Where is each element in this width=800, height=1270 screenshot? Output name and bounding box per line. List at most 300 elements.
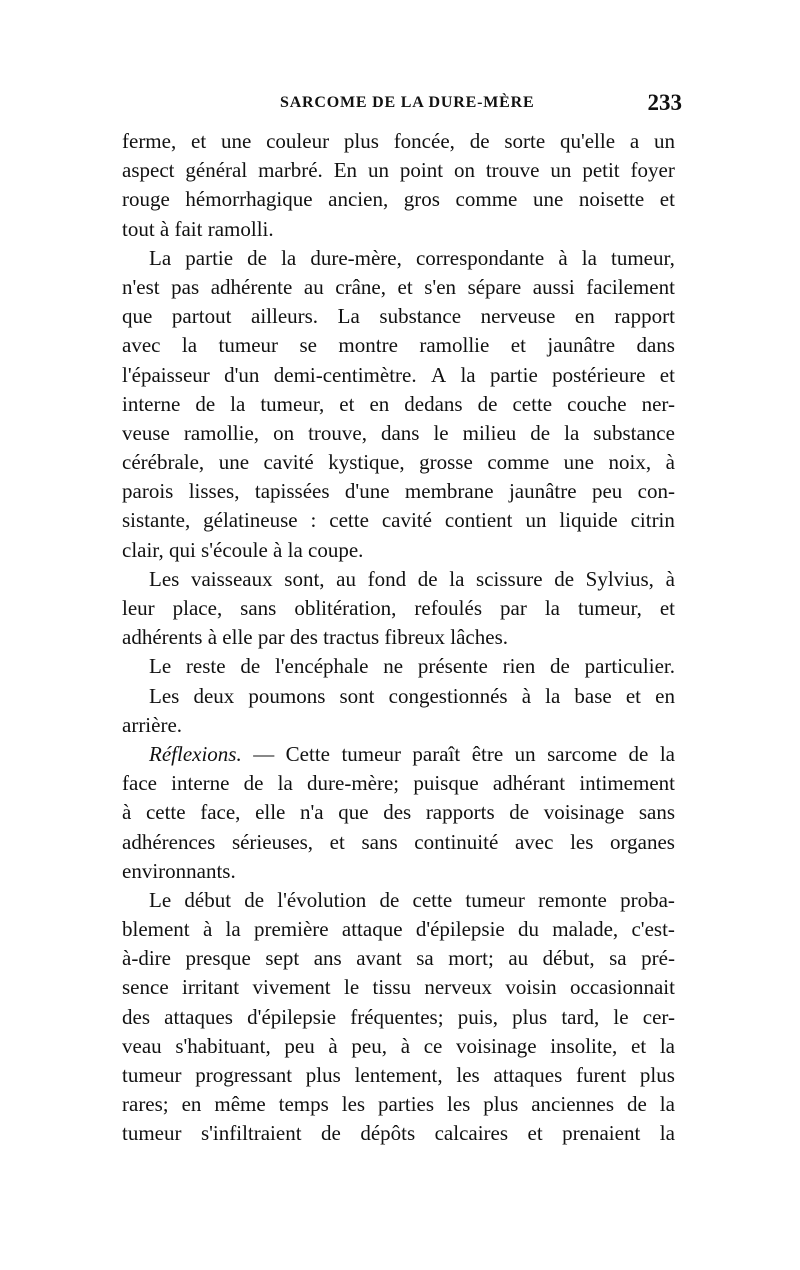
word: Cette bbox=[285, 741, 330, 766]
word: noix, bbox=[608, 450, 652, 475]
word: ailleurs. bbox=[251, 304, 319, 329]
text-line bbox=[122, 302, 675, 331]
word: attaque bbox=[341, 917, 403, 942]
word: avant bbox=[356, 946, 402, 971]
text-line bbox=[122, 1119, 675, 1148]
page-number: 233 bbox=[647, 90, 682, 115]
word: elle bbox=[255, 800, 286, 825]
word: de bbox=[240, 654, 261, 679]
word: un bbox=[525, 508, 547, 533]
word: avec bbox=[122, 333, 161, 358]
word: rien bbox=[502, 654, 536, 679]
word: cette bbox=[145, 800, 186, 825]
word: se bbox=[299, 333, 317, 358]
word: Les bbox=[149, 683, 180, 708]
word: peu bbox=[591, 479, 623, 504]
word: foncée, bbox=[393, 129, 455, 153]
word: à bbox=[328, 1033, 338, 1058]
word: tumeur bbox=[341, 741, 401, 766]
word: cérébrale, bbox=[122, 450, 205, 475]
word: de bbox=[554, 566, 575, 591]
word: Sylvius, bbox=[585, 566, 654, 591]
word: même bbox=[214, 1092, 266, 1117]
word: partout bbox=[171, 304, 232, 329]
word: tard, bbox=[561, 1004, 600, 1029]
word: interne bbox=[122, 391, 181, 416]
word: être bbox=[471, 741, 504, 766]
word: liquide bbox=[559, 508, 618, 533]
text-line bbox=[122, 419, 675, 448]
text-line bbox=[122, 536, 675, 565]
word: au bbox=[336, 566, 356, 591]
word: mort; bbox=[448, 946, 494, 971]
text-line bbox=[122, 273, 675, 302]
word: dure-mère; bbox=[307, 771, 400, 796]
word: première bbox=[253, 917, 329, 942]
word: tumeur bbox=[122, 1121, 182, 1146]
word: furent bbox=[576, 1063, 627, 1087]
word: hémorrhagique bbox=[185, 187, 313, 212]
word: plus bbox=[483, 1092, 519, 1117]
word: partie bbox=[489, 362, 538, 387]
word: ans bbox=[313, 946, 342, 971]
word: aspect bbox=[122, 158, 175, 183]
word: membrane bbox=[404, 479, 494, 504]
word: sont, bbox=[284, 566, 325, 591]
word: base bbox=[574, 683, 612, 708]
word: à bbox=[202, 917, 213, 942]
word: plus bbox=[512, 1004, 548, 1029]
word: début bbox=[184, 887, 232, 912]
word: un bbox=[367, 158, 389, 183]
word: la bbox=[659, 1033, 675, 1058]
word: et bbox=[339, 391, 355, 416]
text-line bbox=[122, 331, 675, 360]
word: foyer bbox=[630, 158, 675, 183]
word: cette bbox=[412, 887, 453, 912]
text-line bbox=[122, 1032, 675, 1061]
word: à bbox=[122, 800, 132, 825]
word: jaunâtre bbox=[547, 333, 616, 358]
word: tumeur, bbox=[577, 596, 642, 620]
word: postérieure bbox=[552, 362, 646, 387]
word: noisette bbox=[578, 187, 645, 212]
word: citrin bbox=[630, 508, 675, 533]
word: ramollie bbox=[419, 333, 490, 358]
word: sans bbox=[361, 829, 398, 854]
text-line bbox=[122, 185, 675, 214]
word: dans bbox=[380, 420, 420, 445]
word: l'épaisseur bbox=[122, 362, 210, 387]
word: comme bbox=[455, 187, 518, 212]
word: adhérente bbox=[210, 274, 293, 299]
word: nerveuse bbox=[480, 304, 556, 329]
word: point bbox=[399, 158, 444, 183]
word: et bbox=[631, 1033, 647, 1058]
text-line bbox=[122, 769, 675, 798]
text-line bbox=[122, 565, 675, 594]
word: sa bbox=[609, 946, 627, 971]
word: La bbox=[149, 245, 172, 270]
word: au bbox=[303, 274, 324, 299]
word: des bbox=[383, 800, 412, 825]
word: Le bbox=[149, 887, 172, 912]
word: que bbox=[338, 800, 369, 825]
word: début, bbox=[542, 946, 595, 971]
text-line bbox=[122, 390, 675, 419]
word: jaunâtre bbox=[508, 479, 577, 504]
word: blement bbox=[122, 917, 190, 942]
word: au bbox=[508, 946, 529, 971]
word: dépôts bbox=[360, 1121, 416, 1146]
word: et bbox=[527, 1121, 543, 1146]
text-line bbox=[122, 915, 675, 944]
word: parties bbox=[378, 1092, 435, 1117]
word: cer- bbox=[642, 1004, 675, 1029]
word: cette bbox=[329, 508, 369, 533]
word: facilement bbox=[586, 274, 675, 299]
word: les bbox=[570, 829, 594, 854]
word: la bbox=[544, 596, 560, 620]
running-title: SARCOME DE LA DURE-MÈRE bbox=[280, 94, 535, 111]
word: dedans bbox=[404, 391, 463, 416]
word: comme bbox=[487, 450, 550, 475]
text-line bbox=[122, 361, 675, 390]
word: que bbox=[122, 304, 153, 329]
word: paraît bbox=[412, 741, 461, 766]
word: un bbox=[653, 129, 675, 153]
word: un bbox=[514, 741, 536, 766]
word: s'en bbox=[424, 274, 457, 299]
word: contient bbox=[444, 508, 513, 533]
word: et bbox=[659, 596, 675, 620]
word: grosse bbox=[419, 450, 473, 475]
word: sont bbox=[339, 683, 375, 708]
word: puis, bbox=[457, 1004, 498, 1029]
word: et bbox=[191, 129, 207, 153]
word: voisin bbox=[505, 975, 557, 1000]
word: rares; bbox=[122, 1092, 169, 1117]
word: les bbox=[341, 1092, 366, 1117]
text-line bbox=[122, 127, 675, 156]
word: rouge bbox=[122, 187, 170, 212]
text-line bbox=[122, 886, 675, 915]
word: milieu bbox=[462, 420, 517, 445]
text-line bbox=[122, 215, 675, 244]
text-line bbox=[122, 244, 675, 273]
text-line bbox=[122, 1090, 675, 1119]
word: ferme, bbox=[122, 129, 177, 153]
word: présente bbox=[417, 654, 488, 679]
word: la bbox=[281, 245, 297, 270]
word: sarcome bbox=[547, 741, 618, 766]
word: rapport bbox=[614, 304, 675, 329]
word: une bbox=[532, 187, 564, 212]
word: aussi bbox=[532, 274, 575, 299]
word: vivement bbox=[252, 975, 331, 1000]
word: à bbox=[521, 683, 532, 708]
word: cavité bbox=[381, 508, 432, 533]
word: qu'elle bbox=[559, 129, 616, 153]
word: de bbox=[628, 741, 649, 766]
word: trouve bbox=[485, 158, 540, 183]
word: pas bbox=[171, 274, 200, 299]
word: face bbox=[122, 771, 157, 796]
word: la bbox=[449, 566, 465, 591]
text-line bbox=[122, 857, 675, 886]
line-text: environnants. bbox=[122, 858, 236, 883]
word: tapissées bbox=[254, 479, 330, 504]
word: crâne, bbox=[335, 274, 386, 299]
word: l'évolution bbox=[277, 887, 367, 912]
word: kystique, bbox=[328, 450, 405, 475]
word: un bbox=[550, 158, 572, 183]
word: les bbox=[456, 1063, 480, 1087]
word: ne bbox=[383, 654, 404, 679]
word: nerveux bbox=[424, 975, 492, 1000]
word: gros bbox=[403, 187, 440, 212]
word: l'encéphale bbox=[274, 654, 369, 679]
word: d'épilepsie bbox=[415, 917, 505, 942]
text-line bbox=[122, 448, 675, 477]
word: prenaient bbox=[562, 1121, 641, 1146]
word: Le bbox=[149, 654, 172, 679]
word: général bbox=[185, 158, 248, 183]
word: tumeur bbox=[218, 333, 279, 358]
line-text: adhérents à elle par des tractus fibreux lâches. bbox=[122, 625, 508, 650]
word: en bbox=[181, 1092, 202, 1117]
word: à bbox=[400, 1033, 411, 1058]
word: place, bbox=[172, 596, 223, 620]
word: de bbox=[243, 771, 264, 796]
word: malade, bbox=[552, 917, 619, 942]
word: sans bbox=[240, 596, 277, 620]
word: demi-centimètre. bbox=[273, 362, 417, 387]
word: de bbox=[477, 391, 498, 416]
word: poumons bbox=[248, 683, 326, 708]
word: interne bbox=[171, 771, 230, 796]
word: à bbox=[665, 450, 675, 475]
word: une bbox=[563, 450, 594, 475]
word: refoulés bbox=[414, 596, 483, 620]
word: de bbox=[247, 245, 267, 270]
word: de bbox=[626, 1092, 647, 1117]
word: plus bbox=[305, 1063, 341, 1087]
word: et bbox=[329, 829, 345, 854]
word: de bbox=[321, 1121, 341, 1146]
word: en bbox=[655, 683, 675, 708]
word: : bbox=[310, 508, 317, 533]
text-line bbox=[122, 798, 675, 827]
text-line bbox=[122, 156, 675, 185]
word: sans bbox=[638, 800, 675, 825]
word: tumeur, bbox=[260, 391, 325, 416]
word: sa bbox=[416, 946, 434, 971]
word: attaques bbox=[164, 1004, 233, 1029]
word: rapports bbox=[425, 800, 495, 825]
word: ce bbox=[423, 1033, 443, 1058]
word: intimement bbox=[579, 771, 675, 796]
word: Les bbox=[149, 566, 180, 591]
word: la bbox=[181, 333, 198, 358]
word: partie bbox=[185, 245, 234, 270]
word: vaisseaux bbox=[190, 566, 273, 591]
word: progressant bbox=[195, 1063, 293, 1087]
word: et bbox=[625, 683, 642, 708]
word: une bbox=[218, 450, 250, 475]
line-text: tout à fait ramolli. bbox=[122, 216, 274, 241]
word: En bbox=[333, 158, 358, 183]
text-line bbox=[122, 973, 675, 1002]
word: tumeur bbox=[122, 1063, 182, 1087]
word: fond bbox=[367, 566, 407, 591]
word: reste bbox=[185, 654, 226, 679]
word: à bbox=[558, 245, 568, 270]
word: voisinage bbox=[543, 800, 625, 825]
word: attaques bbox=[493, 1063, 563, 1087]
word: le bbox=[613, 1004, 629, 1029]
word: con- bbox=[637, 479, 675, 504]
word: voisinage bbox=[456, 1033, 537, 1058]
word: parois bbox=[122, 479, 174, 504]
text-line bbox=[122, 828, 675, 857]
word: ner- bbox=[641, 391, 675, 416]
word: adhérences bbox=[122, 829, 216, 854]
line-text: clair, qui s'écoule à la coupe. bbox=[122, 537, 364, 562]
word: pré- bbox=[641, 946, 675, 971]
word: substance bbox=[379, 304, 462, 329]
word: anciennes bbox=[531, 1092, 615, 1117]
word: sept bbox=[265, 946, 300, 971]
word: la bbox=[230, 391, 246, 416]
word: n'est bbox=[122, 274, 160, 299]
word: une bbox=[220, 129, 252, 153]
text-line bbox=[122, 594, 675, 623]
word: substance bbox=[593, 420, 675, 445]
word: sérieuses, bbox=[231, 829, 313, 854]
text-line bbox=[122, 1061, 675, 1090]
word: avec bbox=[514, 829, 554, 854]
word: du bbox=[518, 917, 540, 942]
word: on bbox=[273, 420, 295, 445]
word: la bbox=[659, 741, 675, 766]
word: couleur bbox=[266, 129, 330, 153]
text-line bbox=[122, 740, 675, 769]
word: la bbox=[460, 362, 476, 387]
text-line bbox=[122, 506, 675, 535]
word: ancien, bbox=[328, 187, 389, 212]
word: gélatineuse bbox=[203, 508, 298, 533]
word: d'une bbox=[344, 479, 390, 504]
word: la bbox=[545, 683, 561, 708]
word: de bbox=[417, 566, 438, 591]
word: peu, bbox=[351, 1033, 387, 1058]
word: les bbox=[446, 1092, 471, 1117]
word: de bbox=[550, 654, 570, 679]
word: le bbox=[343, 975, 360, 1000]
word: et bbox=[397, 274, 413, 299]
text-line bbox=[122, 711, 675, 740]
word: à bbox=[665, 566, 675, 591]
word: de bbox=[509, 800, 530, 825]
word: temps bbox=[278, 1092, 329, 1117]
word: lentement, bbox=[354, 1063, 443, 1087]
word: sistante, bbox=[122, 508, 191, 533]
word: correspondante bbox=[415, 245, 545, 270]
text-line bbox=[122, 682, 675, 711]
word: veau bbox=[122, 1033, 162, 1058]
word: fréquentes; bbox=[350, 1004, 444, 1029]
text-line bbox=[122, 652, 675, 681]
word: d'épilepsie bbox=[247, 1004, 337, 1029]
word: la bbox=[581, 245, 597, 270]
word: particulier. bbox=[584, 654, 675, 679]
word: et bbox=[510, 333, 526, 358]
word: A bbox=[430, 362, 447, 387]
word: s'habituant, bbox=[175, 1033, 271, 1058]
word: d'un bbox=[224, 362, 260, 387]
word: a bbox=[629, 129, 640, 153]
word: par bbox=[500, 596, 527, 620]
word: la bbox=[277, 771, 293, 796]
word: sorte bbox=[504, 129, 546, 153]
word: congestionnés bbox=[388, 683, 508, 708]
word: et bbox=[659, 187, 675, 212]
word: de bbox=[244, 887, 265, 912]
word: deux bbox=[193, 683, 235, 708]
word: continuité bbox=[414, 829, 499, 854]
text-line bbox=[122, 623, 675, 652]
word: petit bbox=[582, 158, 620, 183]
word: tumeur bbox=[465, 887, 525, 912]
word: cavité bbox=[263, 450, 314, 475]
section-heading-italic: Réflexions. bbox=[149, 741, 242, 766]
word: La bbox=[337, 304, 360, 329]
word: plus bbox=[639, 1063, 675, 1087]
word: en bbox=[369, 391, 390, 416]
word: sépare bbox=[467, 274, 522, 299]
word: lisses, bbox=[188, 479, 240, 504]
running-header bbox=[122, 90, 682, 124]
word: scissure bbox=[476, 566, 543, 591]
word: presque bbox=[185, 946, 251, 971]
word: en bbox=[574, 304, 595, 329]
word: s'infiltraient bbox=[200, 1121, 302, 1146]
word: la bbox=[564, 420, 580, 445]
text-line bbox=[122, 1003, 675, 1032]
word: montre bbox=[338, 333, 398, 358]
word: on bbox=[453, 158, 475, 183]
word: oblitération, bbox=[294, 596, 397, 620]
word: insolite, bbox=[550, 1033, 618, 1058]
word: leur bbox=[122, 596, 155, 620]
word: de bbox=[195, 391, 216, 416]
word: dure-mère, bbox=[310, 245, 402, 270]
word: le bbox=[433, 420, 449, 445]
text-line bbox=[122, 944, 675, 973]
word: et bbox=[659, 362, 675, 387]
word: irritant bbox=[181, 975, 240, 1000]
word: organes bbox=[610, 829, 675, 854]
word: des bbox=[122, 1004, 150, 1029]
word: tumeur, bbox=[611, 245, 675, 270]
word: peu bbox=[284, 1033, 315, 1058]
word: ramollie, bbox=[183, 420, 260, 445]
word: la bbox=[659, 1121, 675, 1146]
word: couche bbox=[567, 391, 627, 416]
word: cette bbox=[512, 391, 553, 416]
word: marbré. bbox=[258, 158, 323, 183]
